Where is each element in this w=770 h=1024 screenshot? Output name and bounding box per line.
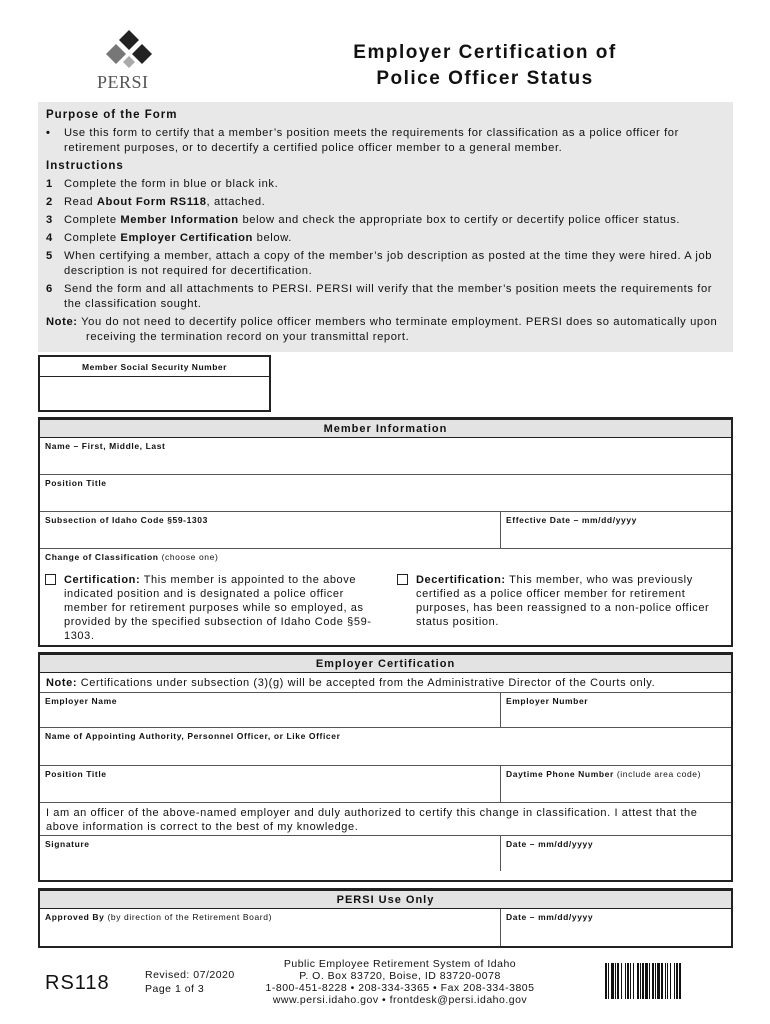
instructions-note — [46, 315, 725, 345]
purpose-text: Use this form to certify that a member’s position meets the requirements for classification as a police officer for retirement purposes, or to decertify a certified police officer member to a general member. — [64, 127, 679, 154]
member-info-heading: Member Information — [40, 420, 731, 438]
step-text: Complete Member Information below and check the appropriate box to certify or decertify police officer status. — [64, 214, 681, 226]
employer-cert-heading: Employer Certification — [40, 655, 731, 673]
purpose-heading: Purpose of the Form — [46, 109, 178, 121]
ssn-label: Member Social Security Number — [40, 357, 269, 377]
signature-field[interactable]: Signature — [40, 836, 501, 871]
ssn-field[interactable] — [38, 355, 271, 412]
employer-certification-section — [38, 652, 733, 882]
purpose-bullet — [46, 126, 725, 156]
step-number: 3 — [46, 214, 53, 226]
mailing-address: P. O. Box 83720, Boise, ID 83720-0078 — [299, 970, 501, 982]
phone-field[interactable]: Daytime Phone Number (include area code) — [506, 769, 702, 779]
change-label: Change of Classification — [45, 552, 159, 562]
subsection-field[interactable]: Subsection of Idaho Code §59-1303 — [40, 512, 501, 548]
instructions-heading: Instructions — [46, 160, 124, 172]
org-name: Public Employee Retirement System of Idaho — [283, 958, 517, 970]
phone-numbers: 1-800-451-8228 • 208-334-3365 • Fax 208-334-3805 — [265, 982, 535, 994]
employer-position-title-field[interactable]: Position Title — [40, 766, 501, 802]
step-text: Send the form and all attachments to PERSI. PERSI will verify that the member’s position meets the requirements for the classification sought. — [64, 283, 713, 310]
bullet-icon: • — [46, 127, 51, 139]
approved-by-field[interactable]: Approved By (by direction of the Retirement Board) — [40, 909, 501, 946]
step-number: 2 — [46, 196, 53, 208]
step-text: Complete Employer Certification below. — [64, 232, 292, 244]
persi-use-section — [38, 888, 733, 948]
certification-option[interactable]: Certification: This member is appointed to the above indicated position and is designated a police officer member for retirement purposes while so employed, as provided by the specified subsection of Idaho Code §59-1303. — [45, 573, 397, 643]
attestation-text: I am an officer of the above-named employer and duly authorized to certify this change in classification. I attest that the above information is correct to the best of my knowledge. — [46, 807, 698, 833]
form-code: RS118 — [45, 972, 110, 994]
step-text: When certifying a member, attach a copy of the member’s job description as posted at the time they were hired. A job description is not required for decertification. — [64, 250, 713, 277]
instructions-panel — [38, 102, 733, 352]
change-classification — [40, 549, 731, 647]
note-text: You do not need to decertify police officer members who terminate employment. PERSI does so automatically upon receiving the termination record on your transmittal report. — [81, 316, 718, 343]
decertification-checkbox[interactable] — [397, 574, 408, 585]
employer-number-field[interactable]: Employer Number — [506, 696, 589, 706]
instruction-step — [46, 213, 725, 228]
web-contact: www.persi.idaho.gov • frontdesk@persi.idaho.gov — [272, 994, 528, 1006]
instruction-step — [46, 231, 725, 246]
title-line-2: Police Officer Status — [376, 68, 594, 89]
logo-text: PERSI — [97, 72, 149, 92]
revised-date: Revised: 07/2020 — [145, 969, 235, 981]
step-number: 6 — [46, 283, 53, 295]
instruction-step — [46, 282, 725, 312]
instruction-step — [46, 249, 725, 279]
step-number: 1 — [46, 178, 53, 190]
member-information-section — [38, 417, 733, 647]
position-title-field[interactable]: Position Title — [40, 475, 731, 512]
employer-note: Note: Certifications under subsection (3)(g) will be accepted from the Administrative Director of the Courts only. — [40, 673, 731, 693]
barcode — [605, 963, 730, 999]
signature-date-field[interactable]: Date – mm/dd/yyyy — [506, 839, 594, 849]
revision-info — [145, 968, 235, 996]
footer-contact — [250, 958, 550, 1006]
change-hint: (choose one) — [161, 552, 219, 562]
step-number: 4 — [46, 232, 53, 244]
instruction-step — [46, 195, 725, 210]
step-text: Read About Form RS118, attached. — [64, 196, 266, 208]
appointing-authority-field[interactable]: Name of Appointing Authority, Personnel Officer, or Like Officer — [40, 728, 731, 766]
persi-use-heading: PERSI Use Only — [40, 891, 731, 909]
member-name-field[interactable]: Name – First, Middle, Last — [40, 438, 731, 475]
approval-date-field[interactable]: Date – mm/dd/yyyy — [506, 912, 594, 922]
decertification-option[interactable]: Decertification: This member, who was previously certified as a police officer member for retirement purposes, has been reassigned to a non-police officer status position. — [397, 573, 721, 643]
effective-date-field[interactable]: Effective Date – mm/dd/yyyy — [506, 515, 637, 525]
page-number: Page 1 of 3 — [145, 983, 205, 995]
step-text: Complete the form in blue or black ink. — [64, 178, 279, 190]
title-line-1: Employer Certification of — [353, 42, 617, 63]
step-number: 5 — [46, 250, 53, 262]
certification-checkbox[interactable] — [45, 574, 56, 585]
note-label: Note: — [46, 316, 78, 328]
instruction-step — [46, 177, 725, 192]
page-title — [300, 40, 670, 92]
employer-name-field[interactable]: Employer Name — [40, 693, 501, 727]
